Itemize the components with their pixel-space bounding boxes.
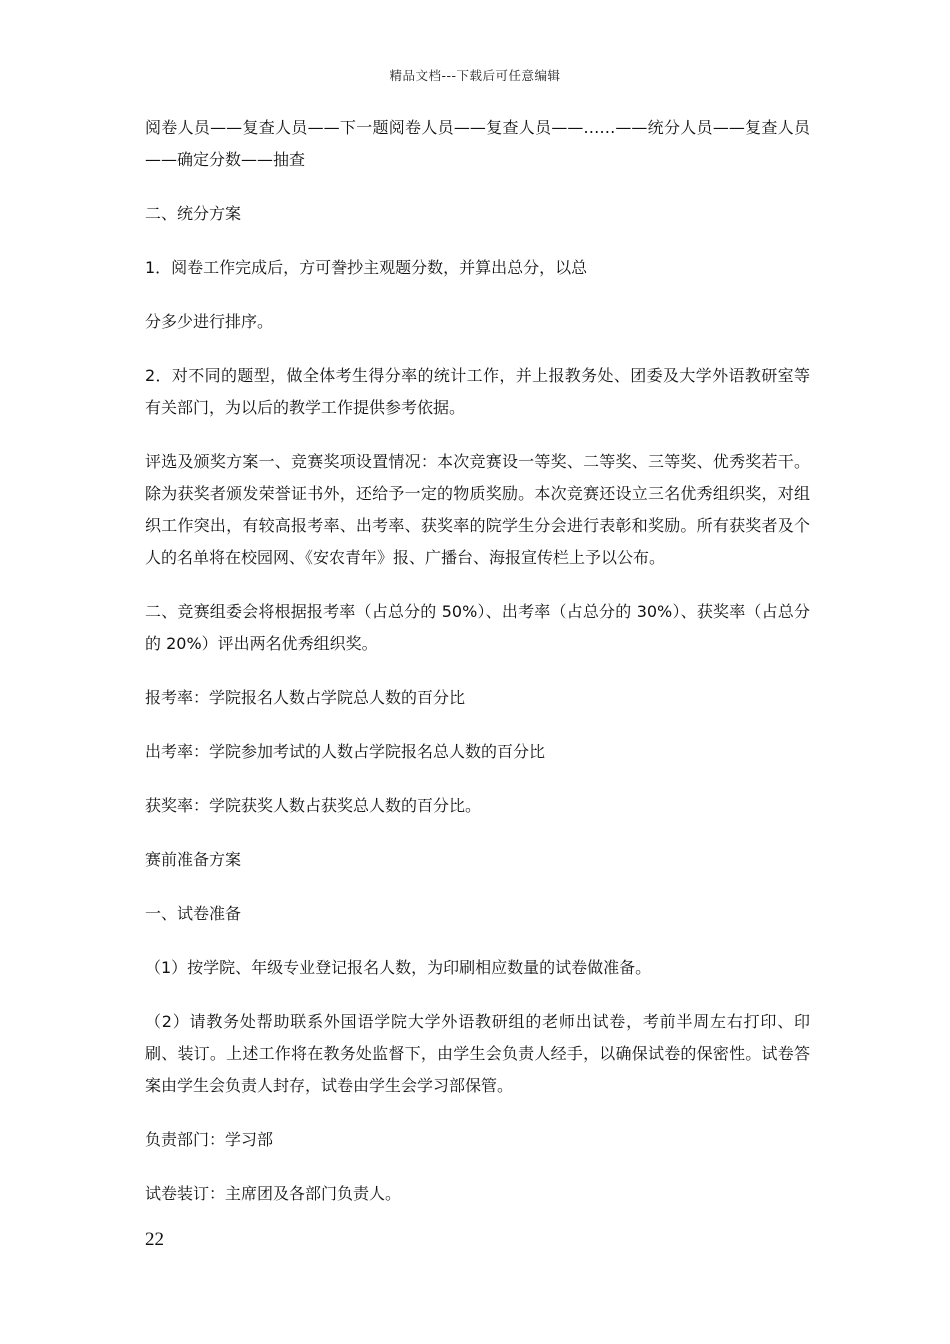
paragraph-scoring-item-1a: 1．阅卷工作完成后，方可誊抄主观题分数，并算出总分，以总 bbox=[145, 258, 588, 277]
paragraph-organization-award: 二、竞赛组委会将根据报考率（占总分的 50%）、出考率（占总分的 30%）、获奖率（占总分的 20%）评出两名优秀组织奖。 bbox=[145, 602, 810, 653]
paragraph-prep-item-2: （2）请教务处帮助联系外国语学院大学外语教研组的老师出试卷，考前半周左右打印、印刷、装订。上述工作将在教务处监督下，由学生会负责人经手，以确保试卷的保密性。试卷答案由学生会负责人封存，试卷由学生会学习部保管。 bbox=[145, 1012, 810, 1095]
paragraph-binding-staff: 试卷装订：主席团及各部门负责人。 bbox=[145, 1184, 402, 1203]
page-number: 22 bbox=[145, 1229, 164, 1250]
page-header: 精品文档---下载后可任意编辑 bbox=[389, 68, 561, 83]
paragraph-responsible-dept: 负责部门：学习部 bbox=[145, 1130, 274, 1149]
paragraph-review-flow: 阅卷人员——复查人员——下一题阅卷人员——复查人员——……——统分人员——复查人员——确定分数——抽查 bbox=[145, 118, 810, 169]
document-body bbox=[145, 112, 810, 1232]
paragraph-attendance-rate: 出考率：学院参加考试的人数占学院报名总人数的百分比 bbox=[145, 742, 546, 761]
paragraph-prep-item-1: （1）按学院、年级专业登记报名人数，为印刷相应数量的试卷做准备。 bbox=[145, 958, 652, 977]
heading-exam-paper-preparation: 一、试卷准备 bbox=[145, 904, 242, 923]
paragraph-awards-plan: 评选及颁奖方案一、竞赛奖项设置情况：本次竞赛设一等奖、二等奖、三等奖、优秀奖若干。除为获奖者颁发荣誉证书外，还给予一定的物质奖励。本次竞赛还设立三名优秀组织奖，对组织工作突出，有较高报考率、出考率、获奖率的院学生分会进行表彰和奖励。所有获奖者及个人的名单将在校园网、《安农青年》报、广播台、海报宣传栏上予以公布。 bbox=[145, 452, 810, 567]
paragraph-registration-rate: 报考率：学院报名人数占学院总人数的百分比 bbox=[145, 688, 466, 707]
paragraph-scoring-item-1b: 分多少进行排序。 bbox=[145, 312, 274, 331]
heading-scoring-plan: 二、统分方案 bbox=[145, 204, 242, 223]
paragraph-scoring-item-2: 2．对不同的题型，做全体考生得分率的统计工作，并上报教务处、团委及大学外语教研室等有关部门，为以后的教学工作提供参考依据。 bbox=[145, 366, 810, 417]
paragraph-award-rate: 获奖率：学院获奖人数占获奖总人数的百分比。 bbox=[145, 796, 482, 815]
heading-preparation-plan: 赛前准备方案 bbox=[145, 850, 242, 869]
